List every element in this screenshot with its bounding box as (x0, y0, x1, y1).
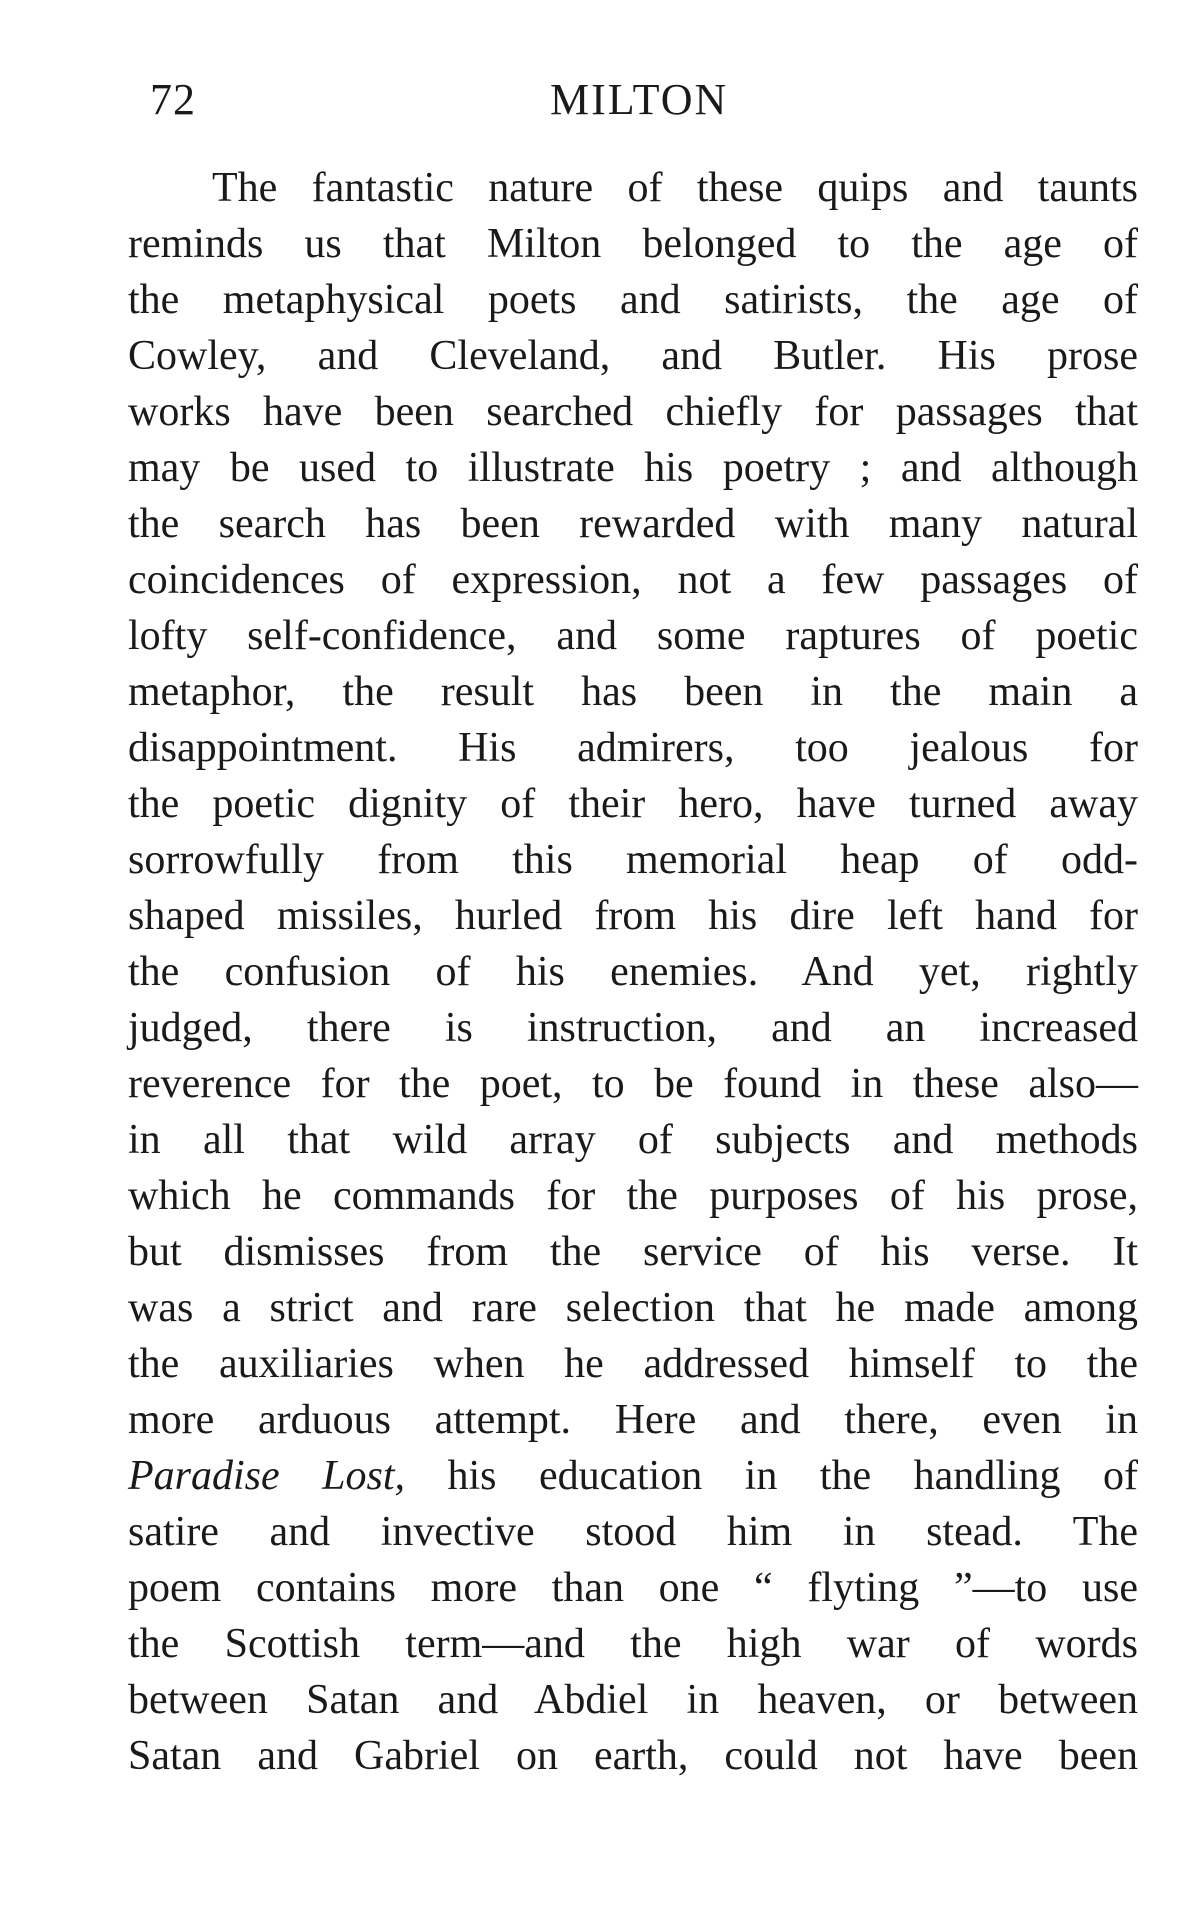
text-line: shaped missiles, hurled from his dire left hand for (128, 893, 1138, 939)
text-line: satire and invective stood him in stead. The (128, 1509, 1138, 1555)
text-line: sorrowfully from this memorial heap of odd- (128, 837, 1138, 883)
text-line: coincidences of expression, not a few passages of (128, 557, 1138, 603)
running-title: MILTON (550, 75, 729, 124)
text-line-rest: his education in the handling of (447, 1453, 1139, 1499)
running-head (150, 70, 1120, 130)
text-line: the metaphysical poets and satirists, the age of (128, 277, 1138, 323)
text-line: the poetic dignity of their hero, have turned away (128, 781, 1138, 827)
text-line-with-title (128, 1448, 1138, 1504)
text-line: the Scottish term—and the high war of words (128, 1621, 1138, 1667)
text-line: The fantastic nature of these quips and taunts (212, 165, 1138, 211)
text-line: reminds us that Milton belonged to the age of (128, 221, 1138, 267)
text-line: which he commands for the purposes of his prose, (128, 1173, 1138, 1219)
text-line: poem contains more than one “ flyting ”—to use (128, 1565, 1138, 1611)
text-line: reverence for the poet, to be found in these also— (128, 1061, 1138, 1107)
text-line: between Satan and Abdiel in heaven, or between (128, 1677, 1138, 1723)
page-number: 72 (150, 75, 196, 124)
text-line: the auxiliaries when he addressed himself to the (128, 1341, 1138, 1387)
text-line: lofty self-confidence, and some raptures of poetic (128, 613, 1138, 659)
text-line: Cowley, and Cleveland, and Butler. His prose (128, 333, 1138, 379)
text-line: Satan and Gabriel on earth, could not have been (128, 1733, 1138, 1779)
text-line: disappointment. His admirers, too jealous for (128, 725, 1138, 771)
text-line: works have been searched chiefly for passages that (128, 389, 1138, 435)
text-line: was a strict and rare selection that he made among (128, 1285, 1138, 1331)
text-line: but dismisses from the service of his verse. It (128, 1229, 1138, 1275)
text-line: the confusion of his enemies. And yet, rightly (128, 949, 1138, 995)
text-line: metaphor, the result has been in the main a (128, 669, 1138, 715)
body-text (128, 160, 1138, 1784)
italic-book-title: Paradise Lost, (128, 1453, 405, 1499)
text-line: in all that wild array of subjects and methods (128, 1117, 1138, 1163)
text-line: may be used to illustrate his poetry ; and although (128, 445, 1138, 491)
text-line: the search has been rewarded with many natural (128, 501, 1138, 547)
text-line: more arduous attempt. Here and there, even in (128, 1397, 1138, 1443)
text-line: judged, there is instruction, and an increased (128, 1005, 1138, 1051)
